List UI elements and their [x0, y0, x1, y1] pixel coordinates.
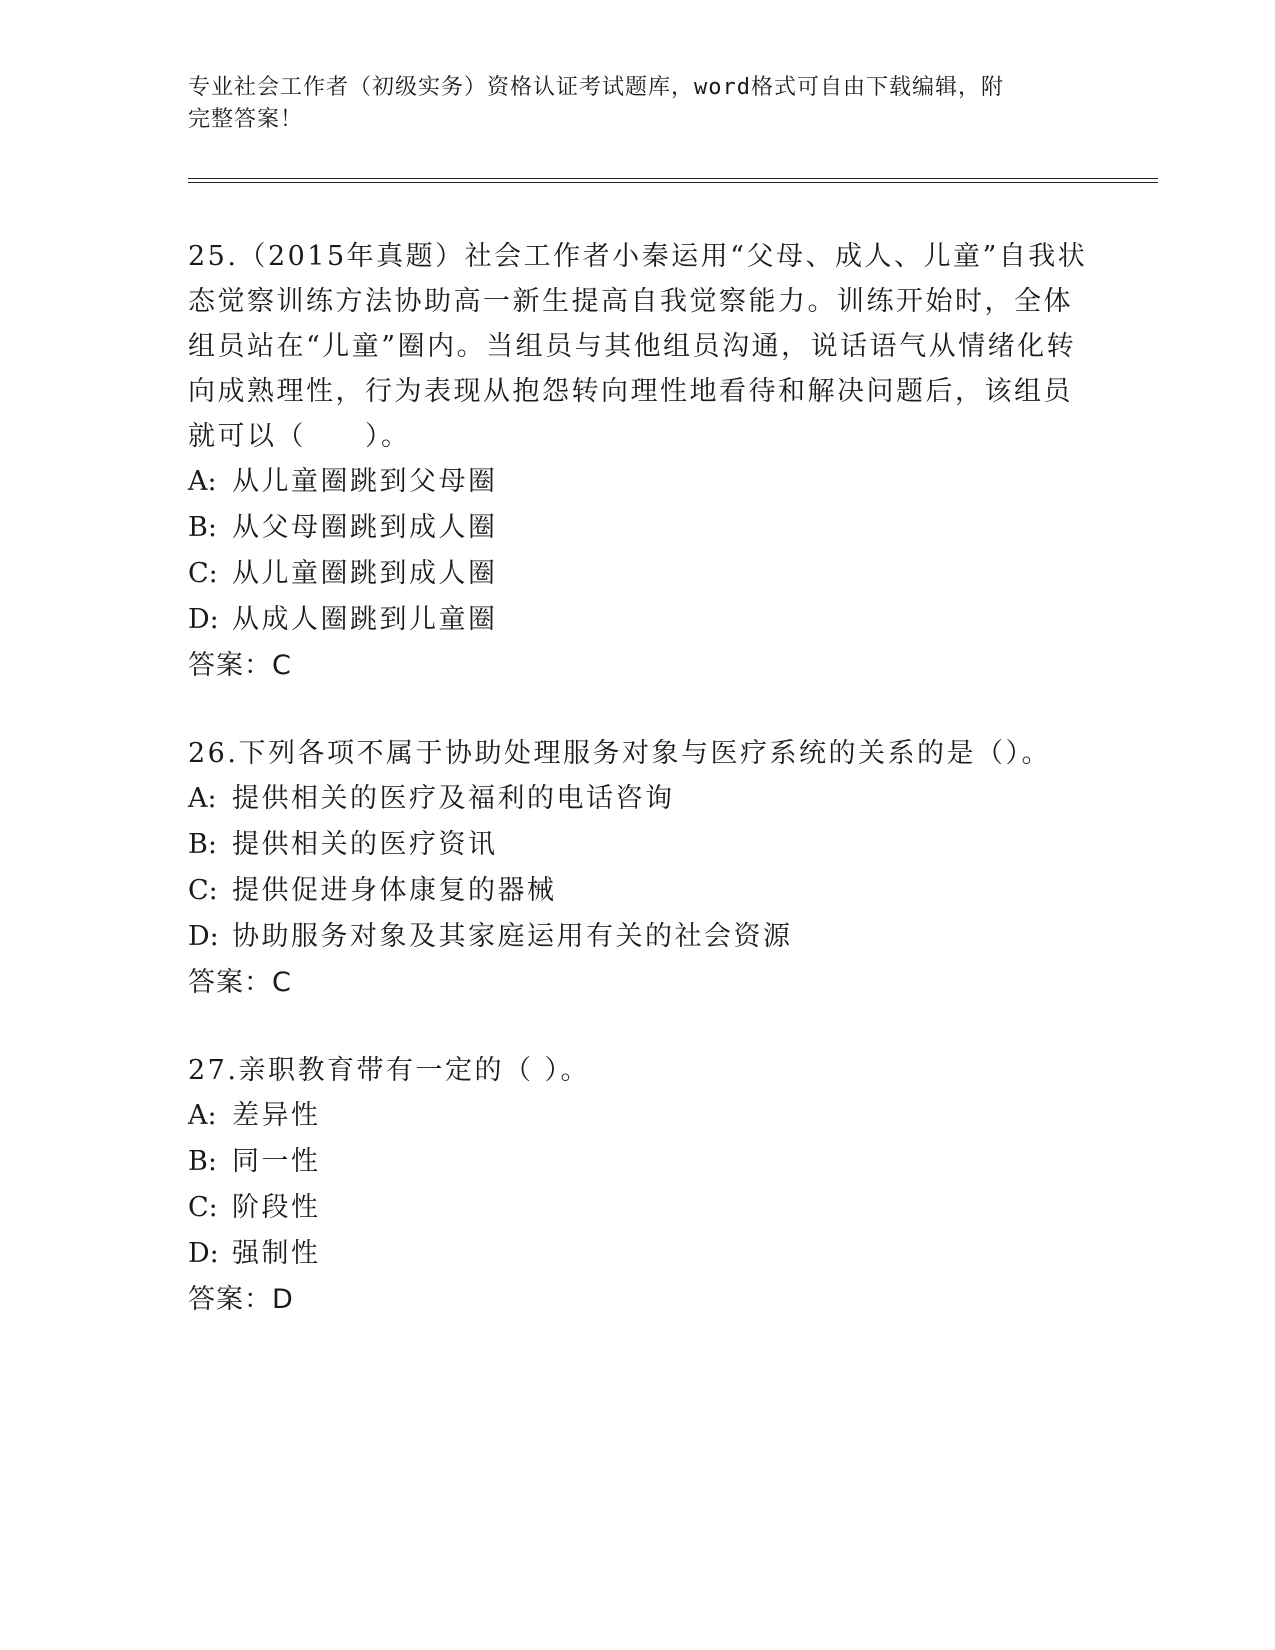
- option-key: D:: [188, 1238, 219, 1269]
- option-text: 差异性: [232, 1100, 321, 1131]
- answer: 答案：D: [188, 1284, 294, 1315]
- option-b: [188, 1139, 1088, 1185]
- option-a: [188, 459, 1088, 505]
- option-key: A:: [188, 466, 217, 497]
- option-b: [188, 505, 1088, 551]
- option-text: 提供相关的医疗及福利的电话咨询: [232, 783, 675, 814]
- question-stem: 27.亲职教育带有一定的（ ）。: [188, 1055, 591, 1086]
- option-b: [188, 822, 1088, 868]
- option-text: 阶段性: [232, 1192, 321, 1223]
- option-a: [188, 776, 1088, 822]
- option-text: 提供相关的医疗资讯: [232, 829, 498, 860]
- question-27: [188, 1048, 1088, 1323]
- option-c: [188, 551, 1088, 597]
- header-divider: [188, 178, 1158, 183]
- option-key: D:: [188, 604, 219, 635]
- option-c: [188, 1185, 1088, 1231]
- option-key: B:: [188, 512, 217, 543]
- option-text: 从儿童圈跳到父母圈: [232, 466, 498, 497]
- option-key: A:: [188, 1100, 217, 1131]
- option-text: 从儿童圈跳到成人圈: [232, 558, 498, 589]
- option-a: [188, 1093, 1088, 1139]
- question-25: [188, 234, 1088, 689]
- option-d: [188, 1231, 1088, 1277]
- page-header: [188, 72, 1068, 136]
- option-text: 协助服务对象及其家庭运用有关的社会资源: [232, 921, 793, 952]
- header-line-1: 专业社会工作者（初级实务）资格认证考试题库，word格式可自由下载编辑，附: [188, 75, 1004, 100]
- option-text: 提供促进身体康复的器械: [232, 875, 557, 906]
- option-key: B:: [188, 829, 217, 860]
- option-key: C:: [188, 1192, 218, 1223]
- option-d: [188, 914, 1088, 960]
- question-26: [188, 731, 1088, 1006]
- option-key: C:: [188, 558, 218, 589]
- option-text: 从成人圈跳到儿童圈: [232, 604, 498, 635]
- question-stem: 25.（2015年真题）社会工作者小秦运用“父母、成人、儿童”自我状态觉察训练方法协助高一新生提高自我觉察能力。训练开始时，全体组员站在“儿童”圈内。当组员与其他组员沟通，说话语气从情绪化转向成熟理性，行为表现从抱怨转向理性地看待和解决问题后，该组员就可以（ ）。: [188, 241, 1088, 452]
- header-line-2: 完整答案！: [188, 107, 304, 132]
- option-text: 强制性: [232, 1238, 321, 1269]
- option-key: A:: [188, 783, 217, 814]
- option-key: B:: [188, 1146, 217, 1177]
- answer: 答案：C: [188, 967, 292, 998]
- question-list: [188, 234, 1088, 1365]
- option-key: D:: [188, 921, 219, 952]
- option-d: [188, 597, 1088, 643]
- answer: 答案：C: [188, 650, 292, 681]
- option-c: [188, 868, 1088, 914]
- option-text: 同一性: [232, 1146, 321, 1177]
- option-key: C:: [188, 875, 218, 906]
- question-stem: 26.下列各项不属于协助处理服务对象与医疗系统的关系的是（）。: [188, 738, 1051, 769]
- option-text: 从父母圈跳到成人圈: [232, 512, 498, 543]
